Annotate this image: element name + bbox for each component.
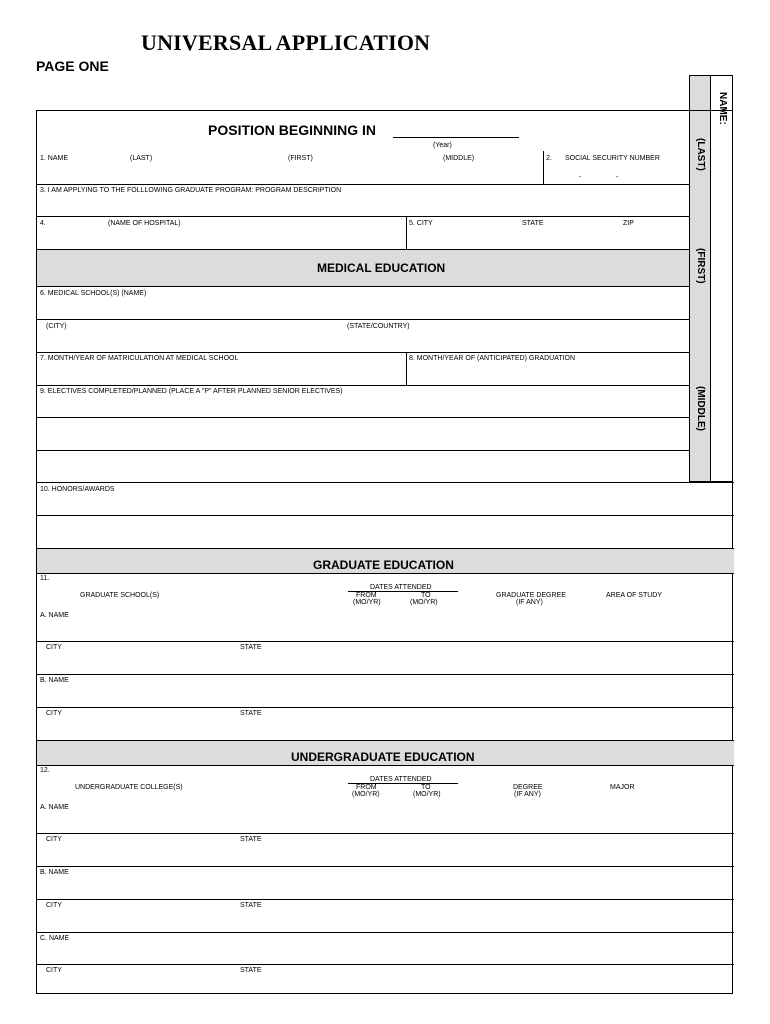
undergraduate-education-title: UNDERGRADUATE EDUCATION [291, 750, 475, 764]
graduate-to-label: TO [421, 592, 431, 599]
zip-label: ZIP [623, 220, 634, 227]
graduate-area-label: AREA OF STUDY [606, 592, 663, 599]
undergrad-dates-label: DATES ATTENDED [370, 776, 432, 783]
form-title: UNIVERSAL APPLICATION [141, 30, 431, 55]
undergrad-a-city-label: CITY [46, 836, 62, 843]
graduate-degree-note: (IF ANY) [516, 599, 543, 606]
medical-city-label: (CITY) [46, 323, 67, 330]
medical-education-title: MEDICAL EDUCATION [317, 261, 446, 275]
undergrad-c-state-label: STATE [240, 967, 262, 974]
graduate-education-title: GRADUATE EDUCATION [313, 558, 454, 572]
form-frame [36, 110, 733, 994]
program-label: 3. I AM APPLYING TO THE FOLLLOWING GRADUATE PROGRAM: PROGRAM DESCRIPTION [40, 187, 342, 194]
medical-school-label: 6. MEDICAL SCHOOL(S) (NAME) [40, 290, 147, 297]
graduate-dates-label: DATES ATTENDED [370, 584, 432, 591]
position-year-field[interactable] [393, 137, 519, 138]
undergrad-number: 12. [40, 767, 50, 774]
medical-state-country-label: (STATE/COUNTRY) [347, 323, 410, 330]
graduate-to-format: (MO/YR) [410, 599, 438, 606]
graduate-a-city-label: CITY [46, 644, 62, 651]
undergrad-c-city-label: CITY [46, 967, 62, 974]
name-middle-label: (MIDDLE) [443, 155, 475, 162]
undergrad-from-label: FROM [356, 784, 377, 791]
undergrad-degree-note: (IF ANY) [514, 791, 541, 798]
undergraduate-education-band [37, 740, 734, 766]
side-middle-label: (MIDDLE) [695, 386, 706, 431]
graduate-a-name-label: A. NAME [40, 612, 69, 619]
undergrad-to-label: TO [421, 784, 431, 791]
undergrad-from-format: (MO/YR) [352, 791, 380, 798]
graduate-b-name-label: B. NAME [40, 677, 69, 684]
side-name-label: NAME: [717, 92, 728, 125]
city-label: 5. CITY [409, 220, 433, 227]
graduate-a-state-label: STATE [240, 644, 262, 651]
undergrad-b-state-label: STATE [240, 902, 262, 909]
electives-label: 9. ELECTIVES COMPLETED/PLANNED (PLACE A "P" AFTER PLANNED SENIOR ELECTIVES) [40, 388, 343, 395]
name-first-label: (FIRST) [288, 155, 313, 162]
name-last-label: (LAST) [130, 155, 153, 162]
graduate-b-state-label: STATE [240, 710, 262, 717]
graduate-education-band [37, 548, 734, 574]
undergrad-major-label: MAJOR [610, 784, 635, 791]
graduate-number: 11. [40, 575, 50, 582]
page-label: PAGE ONE [36, 58, 109, 74]
year-caption: (Year) [433, 142, 452, 149]
undergrad-a-state-label: STATE [240, 836, 262, 843]
undergrad-b-city-label: CITY [46, 902, 62, 909]
graduate-b-city-label: CITY [46, 710, 62, 717]
undergrad-to-format: (MO/YR) [413, 791, 441, 798]
hospital-number: 4. [40, 220, 46, 227]
state-label: STATE [522, 220, 544, 227]
side-last-label: (LAST) [695, 138, 706, 171]
graduate-school-label: GRADUATE SCHOOL(S) [80, 592, 160, 599]
undergrad-college-label: UNDERGRADUATE COLLEGE(S) [75, 784, 183, 791]
ssn-number: 2. [546, 155, 552, 162]
undergrad-b-name-label: B. NAME [40, 869, 69, 876]
position-label: POSITION BEGINNING IN [208, 122, 377, 138]
hospital-label: (NAME OF HOSPITAL) [108, 220, 181, 227]
side-first-label: (FIRST) [695, 248, 706, 284]
ssn-dash-1: - [579, 174, 582, 181]
undergrad-a-name-label: A. NAME [40, 804, 69, 811]
name-label: 1. NAME [40, 155, 69, 162]
undergrad-degree-label: DEGREE [513, 784, 543, 791]
graduate-degree-label: GRADUATE DEGREE [496, 592, 566, 599]
graduation-label: 8. MONTH/YEAR OF (ANTICIPATED) GRADUATION [409, 355, 576, 362]
matriculation-label: 7. MONTH/YEAR OF MATRICULATION AT MEDICAL SCHOOL [40, 355, 239, 362]
medical-education-band [37, 249, 689, 287]
ssn-dash-2: - [616, 174, 619, 181]
ssn-label: SOCIAL SECURITY NUMBER [565, 155, 660, 162]
honors-label: 10. HONORS/AWARDS [40, 486, 115, 493]
graduate-from-label: FROM [356, 592, 377, 599]
graduate-from-format: (MO/YR) [353, 599, 381, 606]
undergrad-c-name-label: C. NAME [40, 935, 70, 942]
